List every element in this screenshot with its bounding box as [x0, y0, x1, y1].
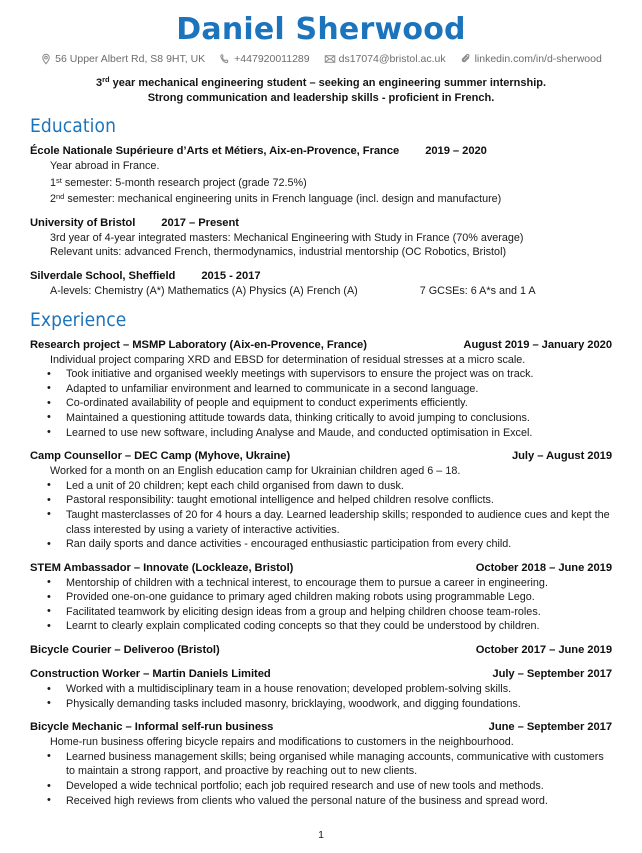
list-item: • Adapted to unfamiliar environment and learned to communicate in a second language.	[30, 382, 612, 397]
experience-entry-head	[30, 643, 612, 658]
experience-entry-title: Bicycle Mechanic – Informal self-run business	[30, 721, 274, 734]
section-experience	[30, 309, 612, 809]
education-entry-line	[50, 284, 612, 299]
list-item: • Led a unit of 20 children; kept each child organised from dawn to dusk.	[30, 479, 612, 494]
section-education	[30, 115, 612, 299]
education-entry	[30, 144, 612, 207]
education-entry	[30, 269, 612, 299]
list-item: • Developed a wide technical portfolio; each job required research and use of new tools and methods.	[30, 779, 612, 794]
list-item: • Maintained a questioning attitude towards data, thinking critically to avoid jumping to conclusions.	[30, 411, 612, 426]
tagline-line-2: Strong communication and leadership skills - proficient in French.	[147, 91, 495, 104]
education-entry-date: 2017 – Present	[161, 216, 239, 229]
education-entry	[30, 216, 612, 260]
tagline-line-1: 3rd year mechanical engineering student – seeking an engineering summer internship.	[95, 75, 547, 89]
education-entry-head	[30, 269, 612, 284]
education-entry-title: École Nationale Supérieure d’Arts et Métiers, Aix-en-Provence, France	[30, 145, 400, 157]
experience-entry-date: October 2018 – June 2019	[475, 561, 612, 574]
contact-linkedin-text: linkedin.com/in/d-sherwood	[474, 53, 602, 65]
page-title: Daniel Sherwood	[176, 12, 466, 47]
list-item: • Mentorship of children with a technical interest, to encourage them to pursue a career in engineering.	[30, 576, 612, 591]
education-entry-head	[30, 144, 612, 159]
list-item: • Learnt to clearly explain complicated coding concepts so that they could be understood by children.	[30, 619, 612, 634]
education-entry-date: 2019 – 2020	[425, 145, 487, 157]
list-item: • Provided one-on-one guidance to primary aged children making robots using programmable Lego.	[30, 590, 612, 605]
contact-linkedin	[460, 52, 602, 66]
education-entry-title: University of Bristol	[30, 216, 136, 229]
experience-entry-title: Bicycle Courier – Deliveroo (Bristol)	[30, 644, 220, 657]
education-grades-right: 7 GCSEs: 6 A*s and 1 A	[419, 284, 536, 297]
experience-bullet-list	[30, 367, 612, 440]
experience-bullet-list	[30, 479, 612, 552]
list-item: • Took initiative and organised weekly meetings with supervisors to ensure the project was on track.	[30, 367, 612, 382]
experience-entry-title: STEM Ambassador – Innovate (Lockleaze, Bristol)	[30, 561, 294, 574]
education-entry-line: 1st semester: 5-month research project (grade 72.5%)	[50, 175, 307, 189]
experience-bullet-list	[30, 682, 612, 711]
list-item: • Taught masterclasses of 20 for 4 hours a day. Learned leadership skills; responded to audience cues and kept the class interested by using a variety of interactive activities.	[30, 508, 612, 537]
contact-phone-text: +447920011289	[234, 53, 310, 65]
experience-entry-summary: Individual project comparing XRD and EBSD for determination of residual stresses at a micro scale.	[50, 353, 526, 366]
list-item: • Worked with a multidisciplinary team in a house renovation; developed problem-solving skills.	[30, 682, 612, 697]
list-item: • Learned business management skills; being organised while managing accounts, communicative with customers to maintain a strong rapport, and proactive by reaching out to new clients.	[30, 750, 612, 779]
experience-entry-head	[30, 667, 612, 682]
education-entry-title: Silverdale School, Sheffield	[30, 269, 176, 282]
section-title-experience: Experience	[30, 308, 127, 331]
education-entry-head	[30, 216, 612, 231]
experience-entry-date: August 2019 – January 2020	[463, 338, 612, 351]
experience-bullet-list	[30, 576, 612, 634]
experience-entry	[30, 643, 612, 658]
experience-entry-head	[30, 338, 612, 353]
education-grades-left: A-levels: Chemistry (A*) Mathematics (A) Physics (A) French (A)	[50, 284, 358, 297]
tagline	[30, 73, 612, 105]
list-item: • Physically demanding tasks included masonry, bricklaying, woodwork, and digging foundations.	[30, 697, 612, 712]
experience-entry-title: Research project – MSMP Laboratory (Aix-en-Provence, France)	[30, 338, 367, 351]
experience-entry-date: July – September 2017	[492, 668, 612, 681]
education-entry-line: Relevant units: advanced French, thermodynamics, industrial mentorship (OC Robotics, Bristol)	[50, 246, 507, 259]
list-item: • Facilitated teamwork by eliciting design ideas from a group and helping children choose team-roles.	[30, 605, 612, 620]
experience-entry-title: Construction Worker – Martin Daniels Limited	[30, 668, 271, 681]
experience-entry-head	[30, 720, 612, 735]
list-item: • Learned to use new software, including Analyse and Maude, and conducted optimisation in Excel.	[30, 426, 612, 441]
list-item: • Ran daily sports and dance activities - encouraged enthusiastic participation from every child.	[30, 537, 612, 552]
link-icon	[460, 53, 472, 65]
experience-entry	[30, 720, 612, 808]
experience-entry	[30, 449, 612, 552]
experience-entry-summary: Home-run business offering bicycle repairs and modifications to customers in the neighbourhood.	[50, 736, 514, 749]
experience-bullet-list	[30, 750, 612, 808]
contact-email-text: ds17074@bristol.ac.uk	[338, 53, 446, 65]
phone-icon	[219, 53, 231, 65]
contact-address	[40, 52, 205, 66]
education-entry-line: 2nd semester: mechanical engineering units in French language (incl. design and manufacture)	[50, 192, 502, 206]
experience-entry	[30, 338, 612, 441]
experience-entry	[30, 667, 612, 711]
experience-entry-summary: Worked for a month on an English education camp for Ukrainian children aged 6 – 18.	[50, 465, 461, 478]
education-entry-line: 3rd year of 4-year integrated masters: Mechanical Engineering with Study in France (70% average)	[50, 231, 524, 244]
experience-entry-head	[30, 561, 612, 576]
list-item: • Pastoral responsibility: taught emotional intelligence and helped children resolve conflicts.	[30, 493, 612, 508]
experience-entry-date: July – August 2019	[511, 450, 612, 463]
envelope-icon	[324, 53, 336, 65]
experience-entry	[30, 561, 612, 634]
list-item: • Received high reviews from clients who valued the personal nature of the business and spread word.	[30, 794, 612, 809]
experience-entry-date: June – September 2017	[488, 721, 612, 734]
experience-entry-date: October 2017 – June 2019	[475, 644, 612, 657]
page-number: 1	[318, 829, 324, 841]
experience-entry-head	[30, 449, 612, 464]
contact-address-text: 56 Upper Albert Rd, S8 9HT, UK	[55, 53, 206, 65]
experience-entry-title: Camp Counsellor – DEC Camp (Myhove, Ukraine)	[30, 450, 291, 463]
section-title-education: Education	[30, 115, 117, 137]
contact-phone	[219, 52, 309, 66]
education-entry-date: 2015 - 2017	[201, 269, 261, 282]
contact-row	[30, 52, 612, 66]
location-pin-icon	[40, 53, 52, 65]
education-entry-line: Year abroad in France.	[50, 160, 160, 172]
contact-email	[324, 52, 446, 66]
list-item: • Co-ordinated availability of people and equipment to conduct experiments efficiently.	[30, 396, 612, 411]
